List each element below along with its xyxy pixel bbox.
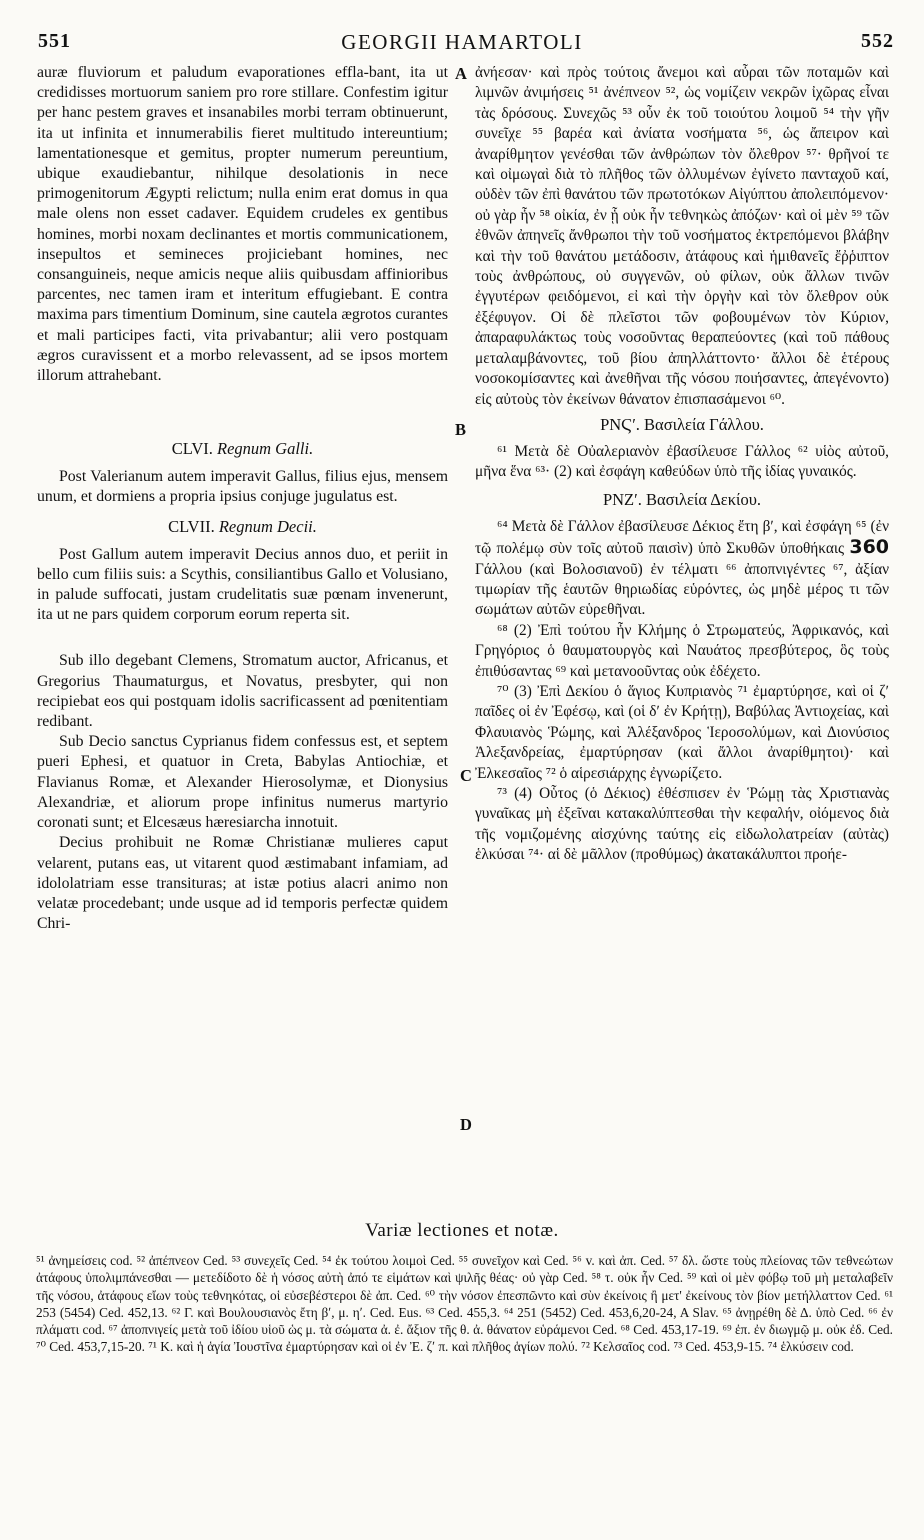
variant-readings-notes: ⁵¹ ἀνημείσεις cod. ⁵² ἀπέπνεον Ced. ⁵³ συνεχεῖς Ced. ⁵⁴ ἐκ τούτου λοιμοὶ Ced. ⁵⁵ συνεῖχον καὶ Ced. ⁵⁶ v. καὶ ἀπ. Ced. ⁵⁷ δλ. ὥστε τοὺς πλείονας τῶν τεθνεώτων ἀτάφους ὑπολιμπάνεσθαι — μετεδίδοτο δὲ ἡ νόσος αὐτὴ ἀπό τε εἱμάτων καὶ ψιλῆς θέας· οὐ γὰρ Ced. ⁵⁸ τ. οὐκ ἦν Ced. ⁵⁹ καὶ οἱ μὲν φόβῳ τοῦ μὴ μεταλαβεῖν τῆς νόσου, ἀτάφους εἴων τοὺς τεθνηκότας, οἱ εὐσεβέστεροι δὲ ἀπ. Ced. ⁶⁰ τὴν νόσον ἐπεσπῶντο καὶ σὺν ἐκείνοις ἢ μετ' ἐκείνους τὸν βίον μετήλλαττον Ced. ⁶¹ 253 (5454) Ced. 452,13. ⁶² Γ. καὶ Βουλουσιανὸς ἔτη βʹ, μ. ηʹ. Ced. Eus. ⁶³ Ced. 455,3. ⁶⁴ 251 (5452) Ced. 453,6,20-24, A Slav. ⁶⁵ ἀνῃρέθη δὲ Δ. ὑπὸ Ced. ⁶⁶ ἐν πλάματι cod. ⁶⁷ ἀποπνιγείς μετὰ τοῦ ἰδίου υἱοῦ ὡς μ. τὰ σώματα ἀ. ἐ. ἄξιον τῆς θ. ἀ. θάνατον εὑράμενοι Ced. ⁶⁸ Ced. 453,17-19. ⁶⁹ ἐπ. ἐν διωγμῷ μ. οὐκ ἐδ. Ced. ⁷⁰ Ced. 453,7,15-20. ⁷¹ Κ. καὶ ἡ ἁγία Ἰουστῖνα ἐμαρτύρησαν καὶ οἱ ἐν Ἐ. ζʹ π. καὶ πλῆθος ἁγίων πολύ. ⁷² Κελσαῖος cod. ⁷³ Ced. 453,9-15. ⁷⁴ ἑλκύσειν cod. (36, 1253, 893, 1355)
greek-paragraph (475, 517, 889, 621)
notes-title: Variæ lectiones et notæ. (365, 1220, 559, 1241)
greek-paragraph: ⁷⁰ (3) Ἐπὶ Δεκίου ὁ ἅγιος Κυπριανὸς ⁷¹ ἐμαρτύρησε, καὶ οἱ ζʹ παῖδες οἱ ἐν Ἐφέσῳ, καὶ (οἱ δʹ ἐν Κρήτῃ), Βαβύλας Ἀντιοχείας, καὶ Φλαυιανὸς Ῥώμης, καὶ Ἀλέξανδρος Ἱεροσολύμων, καὶ Διονύσιος Ἀλεξανδρείας, ἐμαρτύρησαν (καὶ ἄλλοι ἀναρίθμητοι)· καὶ Ἐλκεσαῖος ⁷² ὁ αἱρεσιάρχης ἐγνωρίζετο. (475, 682, 889, 782)
latin-heading-number: CLVI. (171, 439, 213, 459)
latin-paragraph: Sub illo degebant Clemens, Stromatum auctor, Africanus, et Gregorius Thaumaturgus, et Novatus, presbyter, qui non recipiebat eos qui postquam idolis sacrificassent ad pœnitentiam redibant. (37, 652, 448, 731)
latin-paragraph: Post Valerianum autem imperavit Gallus, filius ejus, mensem unum, et dormiens a propria ipsius conjuge jugulatus est. (37, 468, 448, 506)
page-number-left: 551 (38, 30, 71, 52)
greek-text: Γάλλου (καὶ Βολοσιανοῦ) ἐν τέλματι ⁶⁶ ἀποπνιγέντες ⁶⁷, ἀξίαν τιμωρίαν τῆς ἑαυτῶν θηριωδίας εὑρόντες, ὡς μηδὲ μέρος τι τῶν σωμάτων αὐτῶν εὑρεθῆναι. (475, 560, 889, 619)
latin-heading-title: Regnum Galli. (216, 439, 314, 459)
latin-heading-title: Regnum Decii. (218, 516, 317, 536)
greek-paragraph: ⁶¹ Μετὰ δὲ Οὐαλεριανὸν ἐβασίλευσε Γάλλος ⁶² υἱὸς αὐτοῦ, μῆνα ἕνα ⁶³· (2) καὶ ἐσφάγη καθεύδων ὑπὸ τῆς ἰδίας γυναικός. (475, 442, 889, 481)
latin-section-heading (37, 516, 448, 537)
latin-column (37, 63, 448, 934)
latin-heading-number: CLVII. (168, 516, 215, 536)
column-number-marker: 360 (849, 536, 890, 559)
greek-text: ⁶⁴ Μετὰ δὲ Γάλλον ἐβασίλευσε Δέκιος ἔτη βʹ, καὶ ἐσφάγη ⁶⁵ (ἐν τῷ πολέμῳ σὺν τοῖς αὐτοῦ παισὶν) ὑπὸ Σκυθῶν ὑποθήκαις (475, 517, 889, 558)
latin-paragraph: Sub Decio sanctus Cyprianus fidem confessus est, et septem pueri Ephesi, et quatuor in Creta, Babylas Antiochiæ, et Flavianus Romæ, et Alexander Hierosolymæ, et Dionysius Alexandriæ, et aliorum prope infinitus numerus martyrio coronati sunt; et Elcesæus hæresiarcha innotuit. (37, 733, 448, 832)
greek-section-heading: ΡΝΖʹ. Βασιλεία Δεκίου. (602, 489, 762, 509)
running-title: GEORGII HAMARTOLI (341, 30, 583, 54)
greek-paragraph: ⁶⁸ (2) Ἐπὶ τούτου ἦν Κλήμης ὁ Στρωματεύς, Ἀφρικανός, καὶ Γρηγόριος ὁ θαυματουργὸς καὶ Ναυάτος πρεσβύτερος, ὃς τοὺς ἐπιθύσαντας ⁶⁹ καὶ μετανοοῦντας οὐκ ἐδέχετο. (475, 621, 889, 680)
margin-letter-c: C (460, 766, 472, 785)
latin-paragraph: auræ fluviorum et paludum evaporationes effla-bant, ita ut credidisses mortuorum saniem pro rore stillare. Confestim igitur per hanc pestem graves et insanabiles morbi terram obtinuerunt, ita ut infinita et innumerabilis fieret multitudo intereuntium; lamentationesque et gemitus, propter numerum pereuntium, ubique exaudiebantur, nihilque desolationis in nece primogenitorum Ægypti relictum; nulla enim erat domus in qua male olens non esset cadaver. Equidem crudeles ex gentibus homines, morbi noxam declinantes et mortis communicationem, insepultos et semineces projiciebant homines, nec consanguineis, neque amicis neque aliis quibusdam affinioribus parcentes, nec tamen iram et interitum effugiebant. E contra maxima pars timentium Dominum, sine cautela ægrotos curantes et mali participes facti, vita privabantur; alii vero postquam ægros curavissent et a morbo relevassent, ad se ipsos mortem illorum attrahebant. (37, 64, 448, 385)
margin-letter-a: A (455, 64, 467, 83)
greek-paragraph: ⁷³ (4) Οὗτος (ὁ Δέκιος) ἐθέσπισεν ἐν Ῥώμῃ τὰς Χριστιανὰς γυναῖκας μὴ ἐξεῖναι κατακαλύπτεσθαι τὴν κεφαλήν, οἰόμενος διὰ τῆς νομιζομένης αἰσχύνης ταύτης εἰς εἰδωλολατρείαν (αὐτὰς) ἑλκύσαι ⁷⁴· αἱ δὲ μᾶλλον (προθύμως) ἀκατακάλυπτοι προήε- (475, 785, 889, 864)
latin-paragraph: Post Gallum autem imperavit Decius annos duo, et periit in bello cum filiis suis: a Scythis, consiliantibus Gallo et Volusiano, in palude suffocati, justam crudelitatis suæ pœnam invenerunt, ita ut ne pars quidem corporum eorum reperta sit. (37, 545, 448, 624)
greek-column (475, 63, 889, 866)
greek-section-heading: ΡΝϚʹ. Βασιλεία Γάλλου. (600, 414, 764, 434)
greek-paragraph: ἀνήεσαν· καὶ πρὸς τούτοις ἄνεμοι καὶ αὖραι τῶν ποταμῶν καὶ λιμνῶν ἀνιμήσεις ⁵¹ ἀνέπνεον ⁵², ὡς νομίζειν νεκρῶν ἰχῶρας εἶναι τὰς δρόσους. Συνεχῶς ⁵³ οὖν ἐκ τοῦ τοιούτου λοιμοῦ ⁵⁴ τὴν γῆν συνεῖχε ⁵⁵ βαρέα καὶ ἀνίατα νοσήματα ⁵⁶, ὡς ἄπειρον καὶ ἀναρίθμητον γενέσθαι τῶν ἀνθρώπων τὸν ὄλεθρον ⁵⁷· θρῆνοί τε καὶ οἰμωγαὶ διὰ τὸ πλῆθος τῶν ὀλλυμένων ἐγίνετο πανταχοῦ καί, οὐδὲν τῶν ἐπὶ θανάτου τῶν πρωτοτόκων Αἰγύπτου ἀπολειπόμενον· οὐ γὰρ ἦν ⁵⁸ οἰκία, ἐν ᾗ οὐκ ἦν τεθνηκὼς ἀπόζων· καὶ οἱ μὲν ⁵⁹ τῶν ἐθνῶν ἀπηνεῖς ἄνθρωποι τὴν τοῦ νοσήματος ἐκτρεπόμενοι βλάβην καὶ τὴν τοῦ θανάτου μετάδοσιν, ἀτάφους καὶ ἡμιθανεῖς ἔῤῥιπτον τοὺς ἀνθρώπους, οὐ συγγενῶν, οὐ φίλων, οὐκ ἄλλων τινῶν ἐγγυτέρων φειδόμενοι, εἰ καὶ τὴν ὀργὴν καὶ τὸν ὄλεθρον οὐκ ἐξέφυγον. Οἱ δὲ πλεῖστοι τῶν φοβουμένων τὸν Κύριον, ἀπαραφυλάκτως τοὺς νοσοῦντας θεραπεύοντες (καὶ τοῦ πάθους μεταλαμβάνοντες, τοῦ βίου ἀπηλλάττοντο· ἄλλοι δὲ ἑτέρους νοσοκομίσαντες καὶ ἀνεθῆναι τῆς νόσου ποιήσαντες, ἀπεγένοντο) εἰς αὐτοὺς τὸν ἐκείνων θάνατον ἐπισπασάμενοι ⁶⁰. (475, 64, 889, 408)
margin-letter-b: B (455, 420, 467, 439)
margin-letter-d: D (460, 1115, 472, 1134)
latin-paragraph: Decius prohibuit ne Romæ Christianæ mulieres caput velarent, putans eas, ut vitarent quod æstimabant infamiam, ad idololatriam esse transituras; at istæ potius alacri animo non velatæ procedebant; unde usque ad id temporis perfectæ quidem Chri- (37, 834, 448, 933)
latin-section-heading (37, 438, 448, 459)
page-number-right: 552 (861, 30, 894, 52)
